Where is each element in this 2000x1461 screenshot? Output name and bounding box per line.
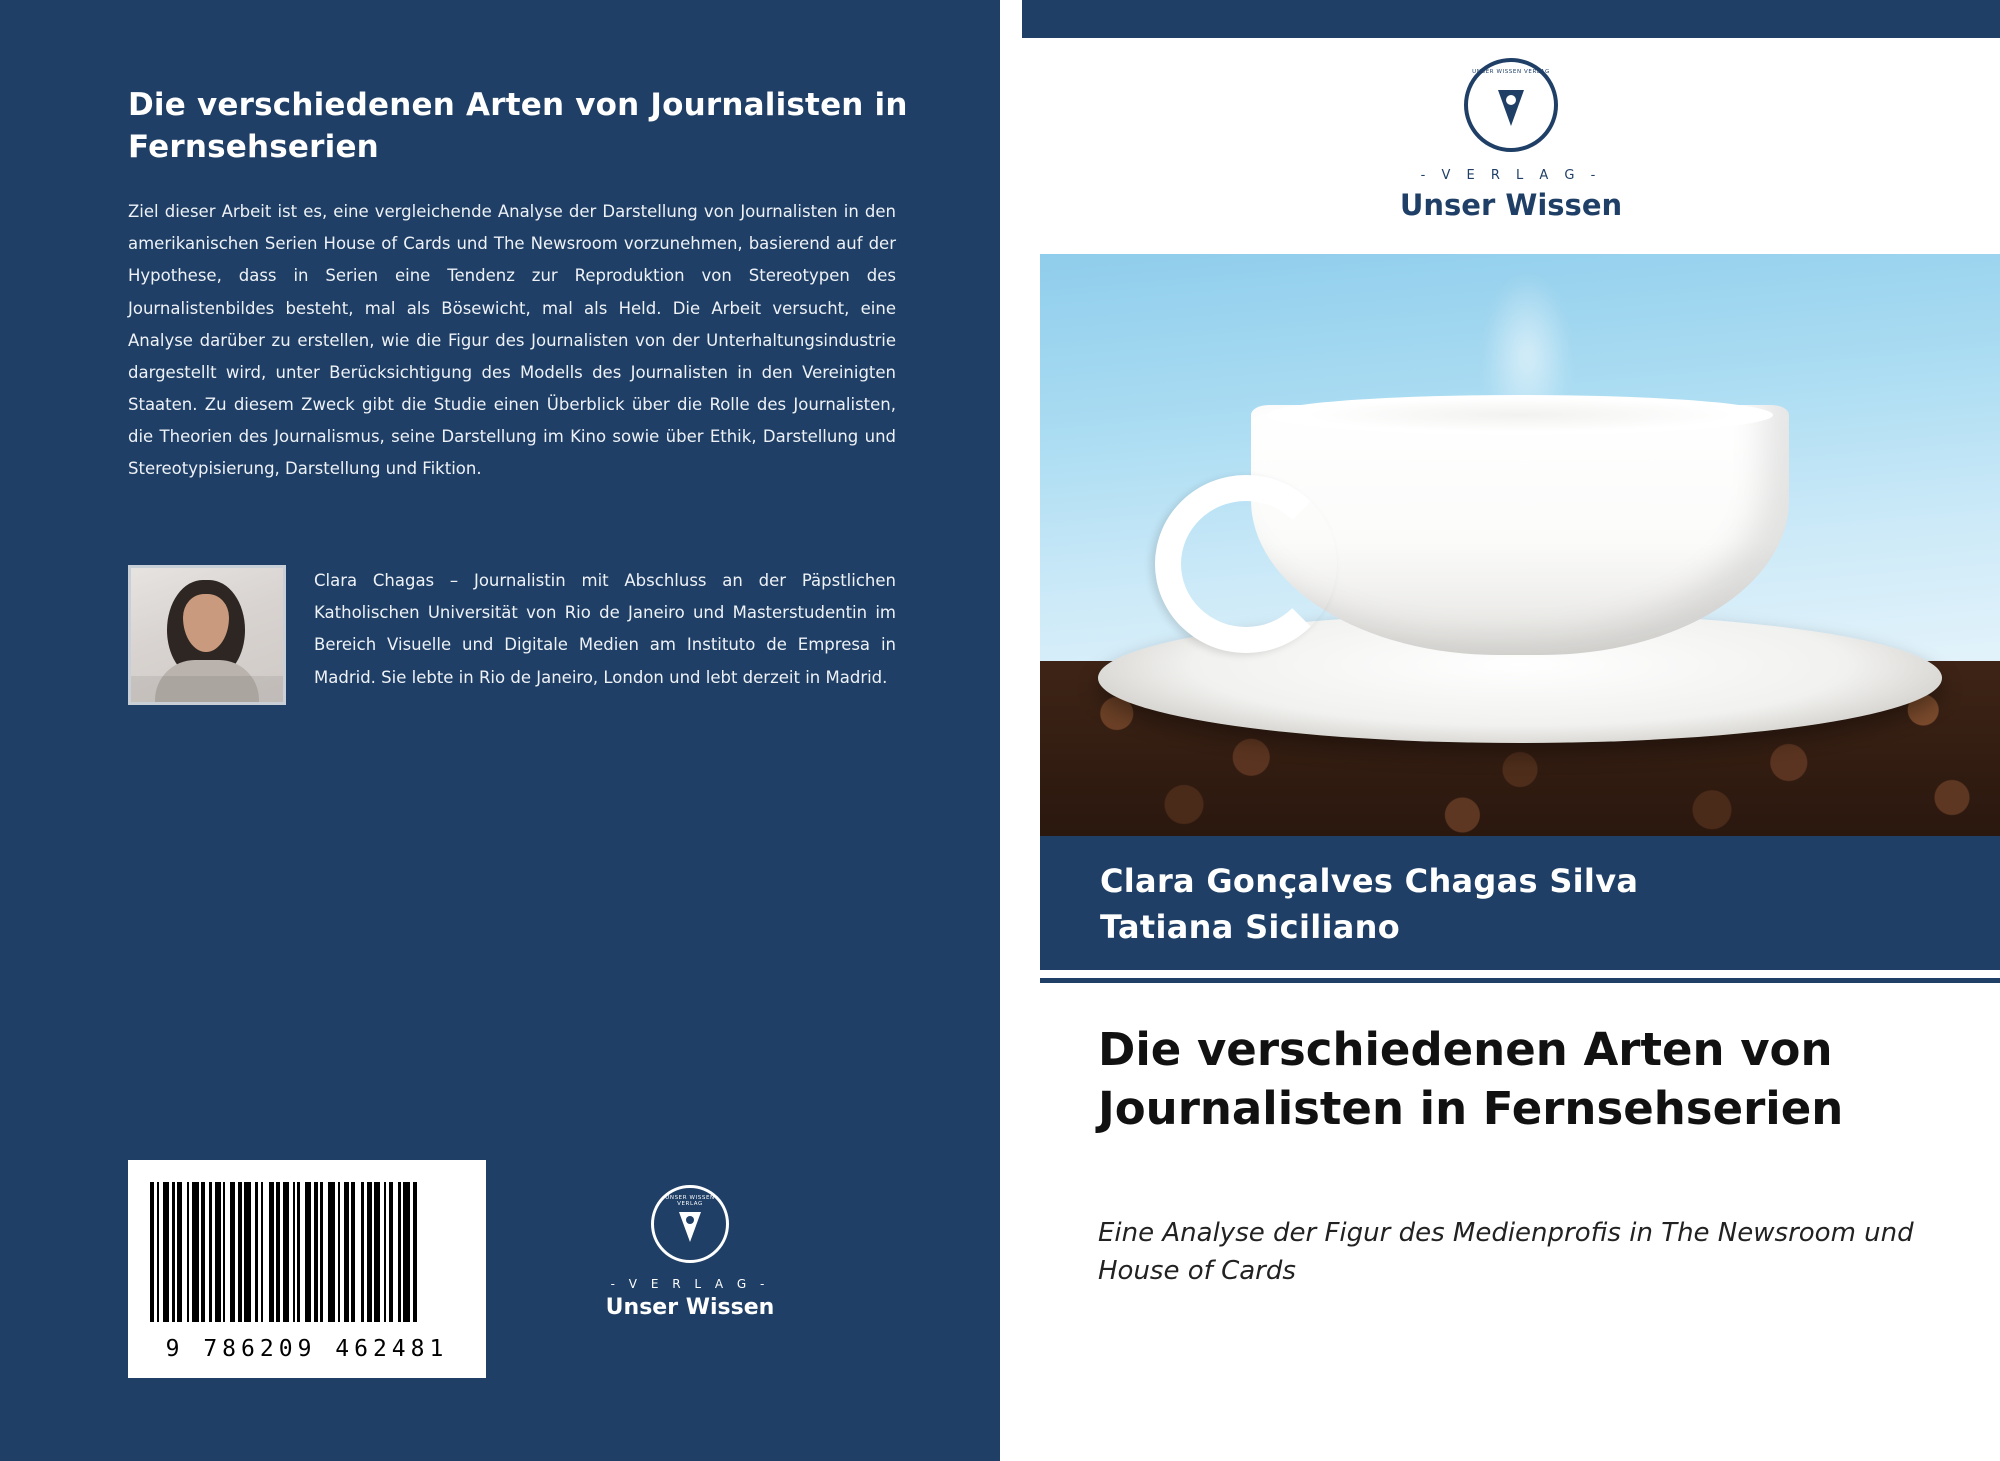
front-publisher-logo: [1022, 58, 2000, 222]
barcode-number: 9 786209 462481: [165, 1336, 449, 1362]
pen-nib-icon: [651, 1185, 729, 1263]
back-publisher-logo: [600, 1185, 780, 1320]
author-block: [128, 565, 896, 705]
publisher-verlag-label: - V E R L A G -: [610, 1277, 770, 1291]
front-top-bar: [1022, 0, 2000, 38]
front-cover-panel: [1022, 0, 2000, 1461]
author-biography: Clara Chagas – Journalistin mit Abschluss an der Päpstlichen Katholischen Universität von Rio de Janeiro und Masterstudentin im Bereich Visuelle und Digitale Medien am Instituto de Empresa in Madrid. Sie lebte in Rio de Janeiro, London und lebt derzeit in Madrid.: [314, 571, 896, 687]
back-cover-abstract: Ziel dieser Arbeit ist es, eine vergleichende Analyse der Darstellung von Journalisten in den amerikanischen Serien House of Cards und The Newsroom vorzunehmen, basierend auf der Hypothese, dass in Serien eine Tendenz zur Reproduktion von Stereotypen des Journalistenbildes besteht, mal als Bösewicht, mal als Held. Die Arbeit versucht, eine Analyse darüber zu erstellen, wie die Figur des Journalisten von der Unterhaltungsindustrie dargestellt wird, unter Berücksichtigung des Modells des Journalisten in den Vereinigten Staaten. Zu diesem Zweck gibt die Studie einen Überblick über die Rolle des Journalisten, die Theorien des Journalismus, seine Darstellung im Kino sowie über Ethik, Darstellung und Stereotypisierung, Darstellung und Fiktion.: [128, 202, 896, 479]
publisher-name: Unser Wissen: [1399, 188, 1623, 222]
pen-nib-icon: [1464, 58, 1558, 152]
nib-shape: [1498, 90, 1524, 126]
publisher-name: Unser Wissen: [605, 1295, 775, 1320]
book-spine: [1000, 0, 1022, 1461]
logo-ring-text: UNSER WISSEN VERLAG: [665, 1195, 715, 1207]
barcode: [128, 1160, 486, 1378]
front-authors-band: [1040, 836, 2000, 970]
cover-photo: [1040, 254, 2000, 836]
barcode-bars: [150, 1182, 464, 1322]
front-cover-subtitle: Eine Analyse der Figur des Medienprofis in The Newsroom und House of Cards: [1098, 1218, 1914, 1286]
photo-cup-handle: [1155, 475, 1337, 653]
front-cover-title: Die verschiedenen Arten von Journalisten in Fernsehserien: [1098, 1023, 1844, 1136]
portrait-shadow: [131, 676, 283, 702]
author-name-2: Tatiana Siciliano: [1100, 908, 1401, 947]
front-divider-rule: [1040, 978, 2000, 983]
nib-shape: [679, 1212, 701, 1242]
author-portrait-image: [128, 565, 286, 705]
logo-ring-text: UNSER WISSEN VERLAG: [1472, 69, 1550, 75]
back-cover-title: Die verschiedenen Arten von Journalisten in Fernsehserien: [128, 87, 908, 165]
publisher-verlag-label: - V E R L A G -: [1420, 168, 1602, 183]
author-name-1: Clara Gonçalves Chagas Silva: [1100, 862, 1639, 900]
